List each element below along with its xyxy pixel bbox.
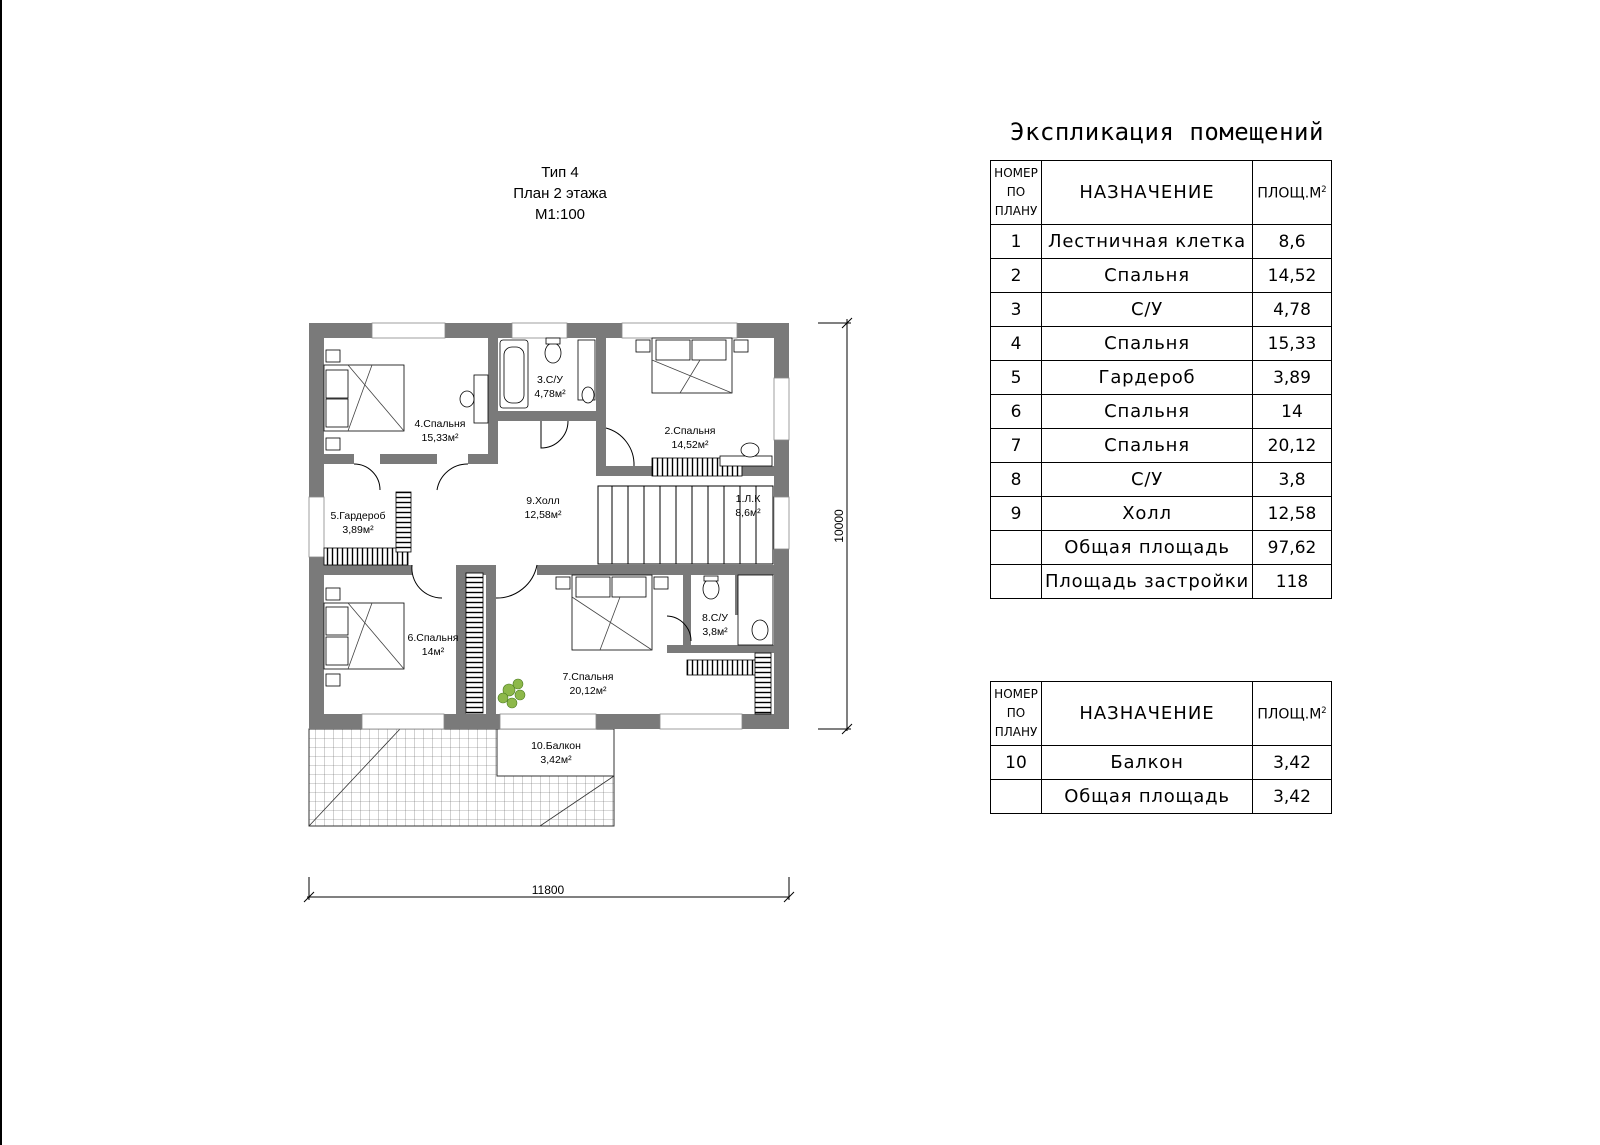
room-1-name: 1.Л.К — [735, 493, 761, 505]
table-header — [991, 161, 1332, 225]
room-10-area: 3,42м² — [540, 754, 572, 766]
balcony-table — [990, 681, 1332, 814]
header-area: $ПЛОЩ.М^2$ — [1253, 682, 1332, 746]
room-4-name: 4.Спальня — [414, 418, 466, 430]
dimension-height — [818, 318, 852, 734]
room-2-name: 2.Спальня — [664, 425, 716, 437]
header-purpose: НАЗНАЧЕНИЕ — [1042, 682, 1253, 746]
header-number: НОМЕР ПО ПЛАНУ — [991, 682, 1042, 746]
room-6-name: 6.Спальня — [407, 632, 459, 644]
table-row: 7 Спальня 20,12 — [991, 429, 1332, 463]
table-row: 10 Балкон 3,42 — [991, 746, 1332, 780]
table-row: 8 С/У 3,8 — [991, 463, 1332, 497]
table-header — [991, 682, 1332, 746]
room-9-name: 9.Холл — [526, 495, 560, 507]
room-4-area: 15,33м² — [421, 432, 459, 444]
room-3-name: 3.С/У — [537, 374, 563, 386]
room-8-area: 3,8м² — [702, 626, 728, 638]
table-row-total: Общая площадь 3,42 — [991, 780, 1332, 814]
width-label: 11800 — [531, 883, 565, 897]
room-2-area: 14,52м² — [671, 439, 709, 451]
room-5-name: 5.Гардероб — [330, 510, 386, 522]
height-label: 10000 — [832, 509, 846, 543]
room-8-name: 8.С/У — [702, 612, 728, 624]
plan-floor: План 2 этажа — [513, 185, 607, 202]
room-5-area: 3,89м² — [342, 524, 374, 536]
room-6-area: 14м² — [421, 646, 445, 658]
table-row: 9 Холл 12,58 — [991, 497, 1332, 531]
header-purpose: НАЗНАЧЕНИЕ — [1042, 161, 1253, 225]
plan-scale: М1:100 — [534, 206, 586, 223]
header-area: $ПЛОЩ.М^2$ — [1253, 161, 1332, 225]
table-row-built-area: Площадь застройки 118 — [991, 565, 1332, 599]
plan-type: Тип 4 — [541, 164, 579, 181]
dimension-width — [304, 877, 794, 902]
explication-table — [990, 160, 1332, 599]
table-row: 4 Спальня 15,33 — [991, 327, 1332, 361]
table-row: 3 С/У 4,78 — [991, 293, 1332, 327]
room-9-area: 12,58м² — [524, 509, 562, 521]
table-row-total: Общая площадь 97,62 — [991, 531, 1332, 565]
explication-title: Экспликация помещений — [1010, 118, 1324, 146]
header-number: НОМЕР ПО ПЛАНУ — [991, 161, 1042, 225]
table-row: 6 Спальня 14 — [991, 395, 1332, 429]
room-1-area: 8,6м² — [735, 507, 761, 519]
room-10-name: 10.Балкон — [531, 740, 581, 752]
table-row: 5 Гардероб 3,89 — [991, 361, 1332, 395]
room-7-area: 20,12м² — [569, 685, 607, 697]
table-row: 1 Лестничная клетка 8,6 — [991, 225, 1332, 259]
table-row: 2 Спальня 14,52 — [991, 259, 1332, 293]
room-3-area: 4,78м² — [534, 388, 566, 400]
room-7-name: 7.Спальня — [562, 671, 614, 683]
